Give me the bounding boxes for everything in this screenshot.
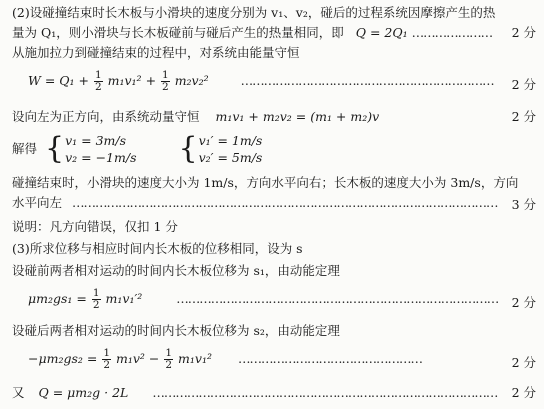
dots-leader: ………………… [411,25,493,40]
fraction-half [102,348,111,371]
sol-b-v2: v₂′ = 5m/s [198,150,263,165]
final-q-line [12,384,497,402]
dots-leader: ………………………………………… [176,291,361,306]
dots-leader: ……………… [424,73,494,88]
frac-den: 2 [92,299,100,311]
s1-equation [28,288,498,311]
score-3pt: 3 分 [511,197,536,212]
brace-icon: { [45,131,65,166]
energy-equation [28,70,494,93]
frac-num: 1 [92,287,100,299]
frac-num: 1 [162,69,169,81]
fraction-half [92,288,101,311]
frac-num: 1 [94,69,102,81]
sol-a-v1: v₁ = 3m/s [65,133,127,148]
sol-a-v2: v₂ = −1m/s [65,150,137,165]
score-2pt: 2 分 [511,355,536,370]
frac-den: 2 [162,81,169,93]
dots-leader: ………………………………………… [240,73,425,88]
heat-text: 量为 Q₁，则小滑块与长木板碰前与碰后产生的热量相同，即 [12,25,344,40]
fraction-half [161,70,170,93]
p3-after-line: 设碰后两者相对运动的时间内长木板位移为 s₂，由动能定理 [12,323,340,338]
dots-leader: ………………………………………… [152,385,337,400]
p3-before-line: 设碰前两者相对运动的时间内长木板位移为 s₁，由动能定理 [12,263,340,278]
dots-leader: …………… [440,195,498,210]
s2-eq-minus: − [148,351,164,366]
s1-eq-lhs: μm₂gs₁ = [28,291,91,306]
eq-q-final: Q = μm₂g · 2L [38,385,129,400]
solutions-block [12,132,300,166]
energy-intro-line: 从施加拉力到碰撞结束的过程中，对系统由能量守恒 [12,45,300,60]
frac-den: 2 [165,359,173,371]
momentum-text: 设向左为正方向，由系统动量守恒 [12,109,200,124]
result-line-2 [12,194,498,212]
energy-eq-term1: m₁v₁² [107,73,142,88]
energy-eq-lhs: W = Q₁ + [28,73,93,88]
energy-eq-term2: m₂v₂² [174,73,209,88]
solve-label: 解得 [12,141,38,156]
score-2pt: 2 分 [511,295,536,310]
eq-q-2q1: Q = 2Q₁ [355,25,408,40]
eq-momentum: m₁v₁ + m₂v₂ = (m₁ + m₂)v [215,109,380,124]
score-2pt: 2 分 [511,109,536,124]
result-text-2: 水平向左 [12,195,63,210]
dots-leader: ………………………………………… [237,351,422,366]
result-line-1: 碰撞结束时，小滑块的速度大小为 1m/s，方向水平向右；长木板的速度大小为 3m/s，方向 [12,175,519,190]
brace-icon: { [178,131,198,166]
fraction-half [94,70,103,93]
sol-b-v1: v₁′ = 1m/s [198,133,263,148]
dots-leader: …………………………………… [336,385,498,400]
score-2pt: 2 分 [511,77,536,92]
momentum-line [12,108,379,126]
solution-set-a [45,132,137,166]
score-2pt: 2 分 [511,385,536,400]
s2-eq-lhs: −μm₂gs₂ = [28,351,102,366]
dots-leader: ………………………………………… [256,195,440,210]
also-label: 又 [12,385,25,400]
dots-leader: ……………………………… [360,291,499,306]
p3-intro-line: (3)所求位移与相应时间内长木板的位移相同，设为 s [12,241,303,256]
solution-set-b [178,132,262,166]
p2-intro-line: (2)设碰撞结束时长木板与小滑块的速度分别为 v₁、v₂，碰后的过程系统因摩擦产生的热 [12,5,496,20]
dots-leader: ………………………………………… [72,195,256,210]
frac-num: 1 [103,347,110,359]
note-line: 说明：凡方向错误，仅扣 1 分 [12,219,178,234]
heat-equality-line [12,24,492,42]
s2-equation [28,348,422,371]
energy-eq-plus: + [145,73,161,88]
frac-den: 2 [103,359,110,371]
frac-num: 1 [165,347,173,359]
fraction-half [164,348,173,371]
s2-eq-term2: m₁v₁² [178,351,212,366]
s2-eq-term1: m₁v² [115,351,145,366]
frac-den: 2 [94,81,102,93]
score-2pt: 2 分 [511,25,536,40]
s1-eq-rhs: m₁v₁′² [105,291,143,306]
